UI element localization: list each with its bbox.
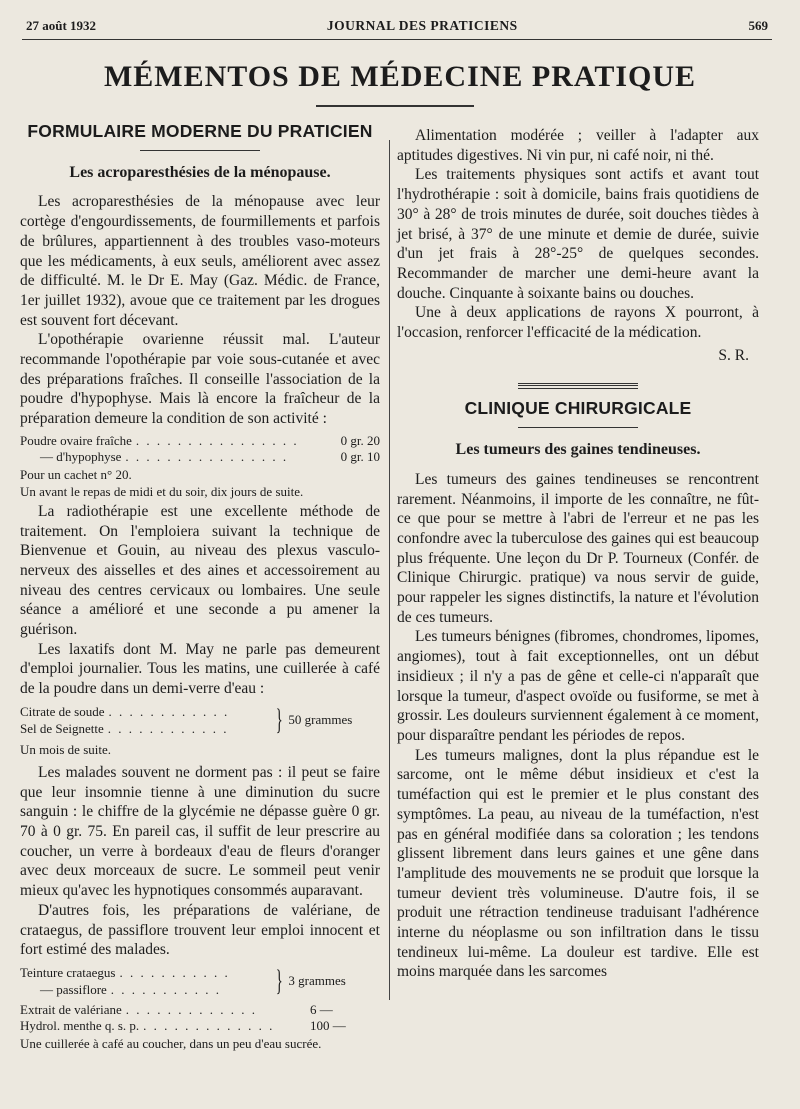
prescription-quantity: 3 grammes xyxy=(288,973,346,989)
issue-date: 27 août 1932 xyxy=(26,18,97,33)
paragraph: Les acroparesthésies de la ménopause avec leur cortège d'engourdissements, de fourmillements et parfois de brûlures, appartiennent à des troubles vaso-moteurs que les médicaments, à eux seuls, améliorent avec assez de difficulté. M. le Dr E. May (Gaz. Médic. de France, 1er juillet 1932), avoue que ce traitement par les drogues est souvent fort décevant. xyxy=(20,193,380,329)
prescription-3b: Extrait de valériane . . . . . . . . . . . . . 6 — Hydrol. menthe q. s. p. . . . . . . . . . . . . . 100 — Une cuillerée à café au coucher, dans un peu d'eau sucrée. xyxy=(20,1002,380,1052)
prescription-line: Poudre ovaire fraîche . . . . . . . . . . . . . . . . 0 gr. 20 xyxy=(20,432,380,448)
paragraph: L'opothérapie ovarienne réussit mal. L'auteur recommande l'opothérapie par voie sous-cutanée et avec des préparations fraîches. Il conseille l'association de la poudre d'hypophyse. Mais là encore la fraîcheur de la préparation demeure la condition de son activité : xyxy=(20,331,380,428)
brace: } xyxy=(275,963,283,997)
journal-name: JOURNAL DES PRATICIENS xyxy=(326,18,518,33)
left-column xyxy=(20,122,380,1054)
paragraph: Les tumeurs malignes, dont la plus répandue est le sarcome, ont le même début insidieux et c'est la tuméfaction qui est le premier et le plus constant des symptômes. La peau, au niveau de la tuméfaction, n'est pas en général modifiée dans sa coloration ; les tendons glissent librement dans leurs gaines et une gêne dans l'amplitude des mouvements ne se produit que lorsque la tumeur devient très volumineuse. D'autre fois, il se produit une rétraction tendineuse traduisant l'adhérence interne du néoplasme ou son infiltration dans le tissu tendineux lui-même. La douleur est tardive. Elle est moins marquée dans les sarcomes xyxy=(397,746,759,981)
article-title-tumeurs: Les tumeurs des gaines tendineuses. xyxy=(455,441,701,459)
section-rule xyxy=(140,150,260,151)
prescription-2: Citrate de soude . . . . . . . . . . . . Sel de Seignette . . . . . . . . . . . . } 50 grammes xyxy=(20,702,353,736)
prescription-note: Un avant le repas de midi et du soir, dix jours de suite. xyxy=(20,483,304,499)
prescription-quantity: 50 grammes xyxy=(288,712,353,728)
paragraph: Les tumeurs des gaines tendineuses se rencontrent rarement. Néanmoins, il importe de les connaître, ne fût-ce que pour se mettre à l'abri de l'erreur et ne pas les confondre avec la tuberculose des gaines qui est beaucoup plus fréquente. Une leçon du Dr P. Tourneux (Confér. de Clinique Chirurgic. pratique) va nous servir de guide, pour rappeler les signes distinctifs, la nature et l'évolution de ces tumeurs. xyxy=(397,470,759,626)
header-rule xyxy=(22,39,772,40)
prescription-note: Un mois de suite. xyxy=(20,741,111,757)
paragraph: Les tumeurs bénignes (fibromes, chondromes, lipomes, angiomes), tout à fait exceptionnelles, ont un début insidieux ; il n'y a pas de gêne et celle-ci n'apparaît que lorsque la tumeur, d'aspect ovoïde ou fusiforme, se met à grossir. Les douleurs surviennent également à ce moment, pour disparaître pendant les périodes de repos. xyxy=(397,628,759,744)
section-separator xyxy=(518,383,638,389)
page-number: 569 xyxy=(748,18,768,33)
prescription-note: Une cuillerée à café au coucher, dans un peu d'eau sucrée. xyxy=(20,1035,322,1051)
column-divider xyxy=(389,140,390,1000)
paragraph: Une à deux applications de rayons X pourront, à l'occasion, renforcer l'efficacité de la médication. xyxy=(397,304,759,342)
paragraph: Les traitements physiques sont actifs et avant tout l'hydrothérapie : soit à domicile, bains frais quotidiens de 30° à 28° de trois minutes de durée, soit douches tièdes à jet brisé, à 37° de une minute et demie de durée, suivie d'un jet frais à 28°-25° de quelques secondes. Recommander de marcher une demi-heure avant la douche. Cinquante à soixante bains ou douches. xyxy=(397,166,759,302)
prescription-line: — d'hypophyse . . . . . . . . . . . . . . . . 0 gr. 10 xyxy=(40,449,380,465)
right-column xyxy=(397,126,759,982)
section-heading-formulaire: FORMULAIRE MODERNE DU PRATICIEN xyxy=(27,121,373,141)
prescription-3: Teinture crataegus . . . . . . . . . . . — passiflore . . . . . . . . . . . } 3 grammes xyxy=(20,963,346,997)
paragraph: Les laxatifs dont M. May ne parle pas demeurent d'emploi journalier. Tous les matins, une cuillerée à café de la poudre dans un demi-verre d'eau : xyxy=(20,640,380,698)
signature: S. R. xyxy=(718,346,749,364)
section-heading-clinique: CLINIQUE CHIRURGICALE xyxy=(464,398,692,419)
paragraph: La radiothérapie est une excellente méthode de traitement. On l'emploiera suivant la technique de Bienvenue et Gouin, au niveau des plexus vasculo-nerveux des aisselles et des aines et accessoirement au niveau des centres cervicaux ou lombaires. Une seule séance a amélioré et une seconde a pu amener la guérison. xyxy=(20,502,380,639)
page-title: MÉMENTOS DE MÉDECINE PRATIQUE xyxy=(103,60,697,93)
paragraph: Alimentation modérée ; veiller à l'adapter aux aptitudes digestives. Ni vin pur, ni café noir, ni thé. xyxy=(397,127,759,164)
article-title-acroparesthesies: Les acroparesthésies de la ménopause. xyxy=(69,163,331,181)
section-rule xyxy=(518,427,638,428)
running-header xyxy=(26,15,768,37)
prescription-note: Pour un cachet n° 20. xyxy=(20,466,132,482)
paragraph: Les malades souvent ne dorment pas : il peut se faire que leur insomnie tienne à une diminution du sucre sanguin : le chiffre de la glycémie ne dépasse guère 0 gr. 70 à 0 gr. 75. En pareil cas, il suffit de leur prescrire au coucher, un verre à bordeaux d'eau de fleurs d'oranger avec deux morceaux de sucre. Le sommeil peut venir mieux qu'avec les hypnotiques consommés auparavant. xyxy=(20,763,380,900)
title-rule xyxy=(316,105,474,107)
brace: } xyxy=(275,702,283,736)
paragraph: D'autres fois, les préparations de valériane, de crataegus, de passiflore trouvent leur emploi innocent et fort estimé des malades. xyxy=(20,901,380,959)
prescription-1 xyxy=(20,433,380,500)
